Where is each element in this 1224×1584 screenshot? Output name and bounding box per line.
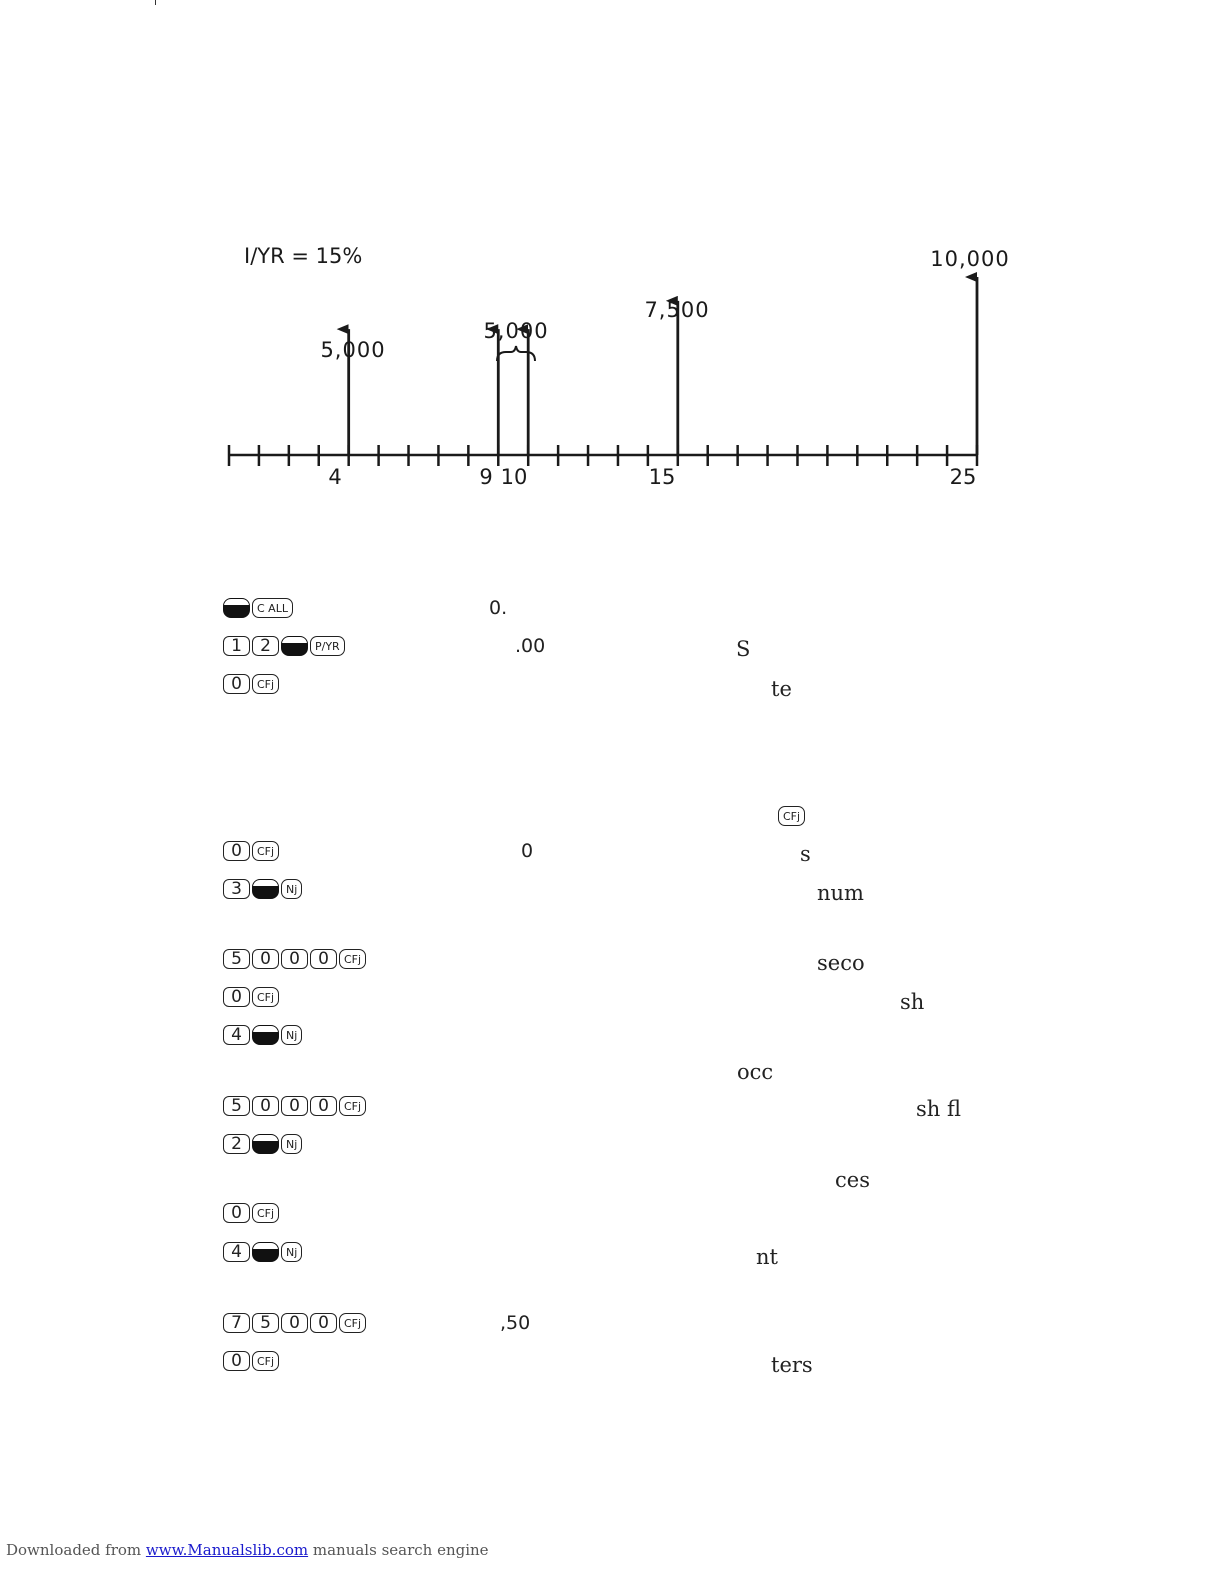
digit-key: 0 <box>310 1096 337 1116</box>
description-text: S <box>736 637 751 661</box>
footer-suffix: manuals search engine <box>308 1541 489 1559</box>
display-value: 0. <box>489 597 508 619</box>
digit-key: 0 <box>252 949 279 969</box>
description-text: sh <box>900 990 925 1014</box>
shift-key-icon <box>252 1025 279 1045</box>
digit-key: 0 <box>223 841 250 861</box>
margin-cfj-key: CFj <box>778 806 805 826</box>
keystroke-sequence <box>223 1350 279 1372</box>
shift-key-icon <box>252 879 279 899</box>
footer-prefix: Downloaded from <box>6 1541 146 1559</box>
digit-key: 0 <box>223 1203 250 1223</box>
function-key: P/YR <box>310 636 345 656</box>
shift-key-icon <box>281 636 308 656</box>
keystroke-sequence <box>223 878 302 900</box>
period-label-10: 10 <box>500 465 528 489</box>
description-text: sh fl <box>916 1097 961 1121</box>
function-key: CFj <box>252 841 279 861</box>
function-key: CFj <box>252 1351 279 1371</box>
shift-key-icon <box>223 598 250 618</box>
keystroke-sequence <box>223 673 279 695</box>
function-key: Nj <box>281 879 302 899</box>
digit-key: 4 <box>223 1242 250 1262</box>
description-text: ters <box>771 1353 813 1377</box>
amount-label-period-4: 5,000 <box>320 338 386 362</box>
keystroke-sequence <box>223 1024 302 1046</box>
digit-key: 0 <box>281 949 308 969</box>
amount-label-period-15: 7,500 <box>644 298 710 322</box>
display-value: .00 <box>515 635 546 657</box>
function-key: CFj <box>339 1313 366 1333</box>
description-text: te <box>771 677 792 701</box>
description-text: num <box>817 881 864 905</box>
period-label-9: 9 <box>479 465 493 489</box>
description-text: seco <box>817 951 865 975</box>
function-key: Nj <box>281 1242 302 1262</box>
keystroke-sequence <box>223 1202 279 1224</box>
amount-label-period-25: 10,000 <box>930 247 1010 271</box>
function-key: CFj <box>339 949 366 969</box>
digit-key: 0 <box>281 1096 308 1116</box>
digit-key: 3 <box>223 879 250 899</box>
keystroke-sequence <box>223 986 279 1008</box>
function-key: CFj <box>339 1096 366 1116</box>
function-key: C ALL <box>252 598 293 618</box>
digit-key: 5 <box>252 1313 279 1333</box>
shift-key-icon <box>252 1134 279 1154</box>
digit-key: 0 <box>310 1313 337 1333</box>
keystroke-sequence <box>223 1133 302 1155</box>
display-value: 0 <box>521 840 534 862</box>
digit-key: 5 <box>223 1096 250 1116</box>
description-text: ces <box>835 1168 870 1192</box>
function-key: Nj <box>281 1134 302 1154</box>
amount-labels <box>320 247 1009 362</box>
function-key: CFj <box>252 987 279 1007</box>
amount-label-periods-9-10: 5,000 <box>483 319 549 343</box>
digit-key: 0 <box>223 1351 250 1371</box>
period-labels <box>328 465 976 489</box>
period-label-25: 25 <box>949 465 977 489</box>
digit-key: 0 <box>223 674 250 694</box>
digit-key: 7 <box>223 1313 250 1333</box>
keystroke-sequence <box>223 1241 302 1263</box>
description-text: occ <box>737 1060 774 1084</box>
period-label-15: 15 <box>648 465 676 489</box>
digit-key: 0 <box>281 1313 308 1333</box>
digit-key: 4 <box>223 1025 250 1045</box>
keystroke-sequence <box>223 840 279 862</box>
function-key: Nj <box>281 1025 302 1045</box>
interest-rate-label: I/YR = 15% <box>244 244 363 268</box>
digit-key: 2 <box>252 636 279 656</box>
shift-key-icon <box>252 1242 279 1262</box>
description-text: s <box>800 842 811 866</box>
keystroke-sequence <box>223 597 293 619</box>
keystroke-sequence <box>223 1312 366 1334</box>
description-text: nt <box>756 1245 778 1269</box>
manualslib-link[interactable]: www.Manualslib.com <box>145 1541 309 1559</box>
period-label-4: 4 <box>328 465 342 489</box>
function-key: CFj <box>252 674 279 694</box>
keystroke-sequence <box>223 1095 366 1117</box>
cash-flow-diagram <box>0 0 1224 520</box>
download-footer <box>6 1541 489 1559</box>
digit-key: 0 <box>310 949 337 969</box>
digit-key: 5 <box>223 949 250 969</box>
digit-key: 1 <box>223 636 250 656</box>
keystroke-sequence <box>223 948 366 970</box>
digit-key: 2 <box>223 1134 250 1154</box>
keystroke-sequence <box>223 635 345 657</box>
function-key: CFj <box>252 1203 279 1223</box>
display-value: ,50 <box>500 1312 531 1334</box>
digit-key: 0 <box>252 1096 279 1116</box>
digit-key: 0 <box>223 987 250 1007</box>
